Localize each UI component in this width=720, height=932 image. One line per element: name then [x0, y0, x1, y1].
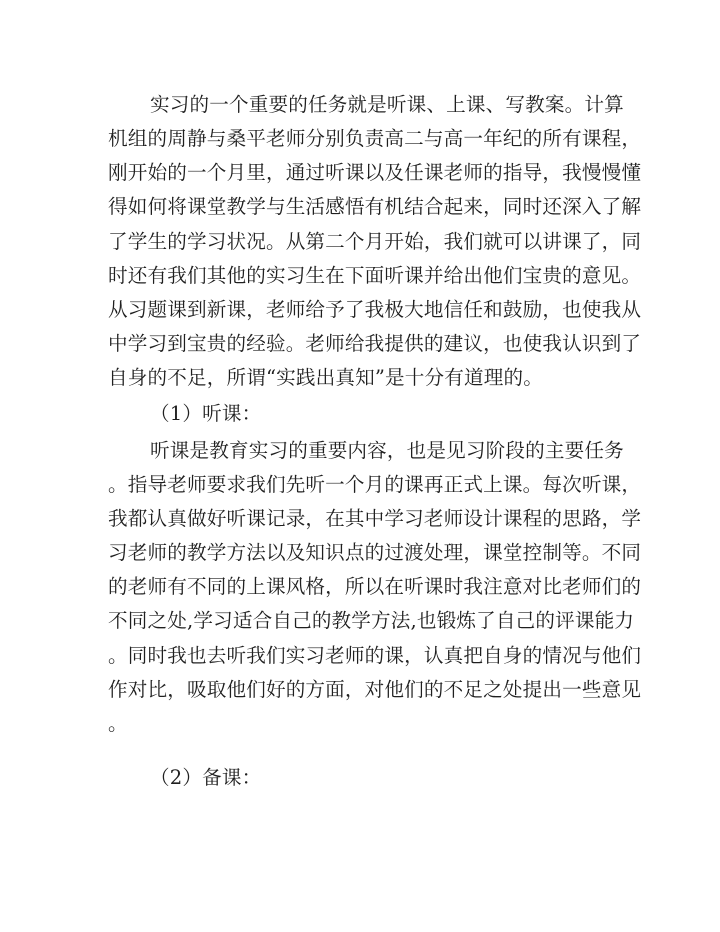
paragraph-1-line-6: 时还有我们其他的实习生在下面听课并给出他们宝贵的意见。	[108, 264, 642, 287]
paragraph-1-line-1: 实习的一个重要的任务就是听课、上课、写教案。计算	[150, 93, 624, 116]
paragraph-2-line-2: 。指导老师要求我们先听一个月的课再正式上课。每次听课，	[108, 473, 642, 496]
paragraph-2-line-1: 听课是教育实习的重要内容，也是见习阶段的主要任务	[150, 439, 624, 462]
paragraph-2-line-5: 的老师有不同的上课风格，所以在听课时我注意对比老师们的	[108, 575, 642, 598]
paragraph-2-line-4: 习老师的教学方法以及知识点的过渡处理，课堂控制等。不同	[108, 541, 642, 564]
paragraph-1-line-8: 中学习到宝贵的经验。老师给我提供的建议，也使我认识到了	[108, 332, 642, 355]
paragraph-2-line-8: 作对比，吸取他们好的方面，对他们的不足之处提出一些意见	[108, 678, 642, 701]
paragraph-1-line-9: 自身的不足，所谓“实践出真知”是十分有道理的。	[108, 366, 543, 389]
paragraph-1-line-4: 得如何将课堂教学与生活感悟有机结合起来，同时还深入了解	[108, 195, 642, 218]
paragraph-2-line-6: 不同之处,学习适合自己的教学方法,也锻炼了自己的评课能力	[108, 609, 635, 632]
section-heading-lesson-prep: （2）备课：	[150, 766, 262, 789]
paragraph-1-line-5: 了学生的学习状况。从第二个月开始，我们就可以讲课了，同	[108, 230, 642, 253]
paragraph-1-line-2: 机组的周静与桑平老师分别负责高二与高一年纪的所有课程，	[108, 127, 642, 150]
section-heading-listening: （1）听课：	[150, 402, 262, 425]
paragraph-2-line-3: 我都认真做好听课记录，在其中学习老师设计课程的思路，学	[108, 507, 642, 530]
paragraph-2-line-9: 。	[108, 712, 128, 735]
paragraph-2-line-7: 。同时我也去听我们实习老师的课，认真把自身的情况与他们	[108, 644, 642, 667]
paragraph-1-line-7: 从习题课到新课，老师给予了我极大地信任和鼓励，也使我从	[108, 298, 642, 321]
paragraph-1-line-3: 刚开始的一个月里，通过听课以及任课老师的指导，我慢慢懂	[108, 161, 642, 184]
